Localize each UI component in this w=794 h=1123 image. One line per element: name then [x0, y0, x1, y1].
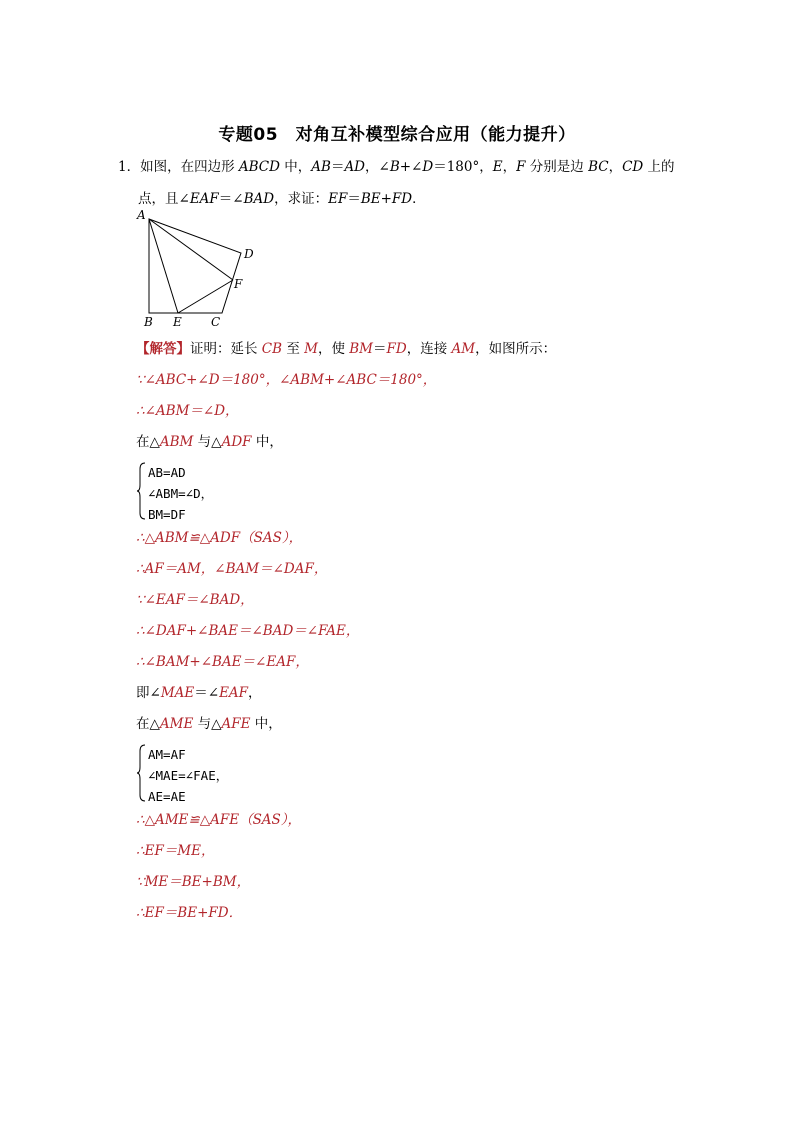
var: M — [304, 341, 318, 357]
quadrilateral-figure — [134, 205, 264, 330]
solution-line-3: ∴∠ABM＝∠D， — [136, 403, 239, 419]
label-a: A — [137, 208, 146, 222]
system-row: BM=DF — [148, 507, 186, 522]
solution-line-9: ∴∠BAM+∠BAE＝∠EAF， — [136, 654, 309, 670]
text: 在△ — [136, 434, 160, 450]
text: ，∠ — [365, 159, 390, 175]
var: ABM — [159, 434, 194, 450]
var: BM — [349, 341, 374, 357]
var: AM — [451, 341, 476, 357]
text: ＝180°， — [433, 159, 493, 175]
solution-line-6: ∴AF＝AM，∠BAM＝∠DAF， — [136, 561, 328, 577]
var: AFE — [221, 716, 251, 732]
system-row: AB=AD — [148, 465, 186, 480]
text: ，使 — [317, 341, 350, 357]
system-row: AE=AE — [148, 789, 186, 804]
var: EF — [328, 191, 348, 207]
solution-line-5: ∴△ABM≌△ADF（SAS）， — [136, 530, 303, 546]
text: 如图，在四边形 — [140, 159, 239, 175]
solution-line-11 — [136, 713, 696, 744]
text: 与△ — [193, 716, 222, 732]
text: 证明：延长 — [190, 341, 262, 357]
text: 与△ — [193, 434, 222, 450]
var: AME — [159, 716, 194, 732]
var: F — [516, 159, 526, 175]
text: ． — [412, 191, 426, 207]
text: ，如图所示： — [475, 341, 557, 357]
solution-line-10 — [136, 682, 696, 713]
var: E — [492, 159, 503, 175]
text: ＝∠ — [218, 191, 244, 207]
page-title: 专题05 对角互补模型综合应用（能力提升） — [218, 125, 576, 145]
text: ，连接 — [406, 341, 452, 357]
var: ABCD — [238, 159, 280, 175]
var: BC — [588, 159, 609, 175]
var: D — [422, 159, 434, 175]
var: CB — [261, 341, 283, 357]
system-row: AM=AF — [148, 747, 186, 762]
var: MAE — [160, 685, 195, 701]
text: 至 — [282, 341, 305, 357]
quadrilateral-abcd — [149, 219, 241, 313]
var: EAF — [219, 685, 249, 701]
text: ， — [502, 159, 517, 175]
solution-line-14: ∵ME＝BE+BM， — [136, 874, 251, 890]
text: ， — [248, 685, 262, 701]
solution-line-4 — [136, 431, 696, 462]
var: AD — [344, 159, 366, 175]
text: ＝∠ — [194, 685, 220, 701]
label-b: B — [144, 315, 153, 329]
answer-bracket: 【解答】 — [136, 341, 190, 357]
solution-line-8: ∴∠DAF+∠BAE＝∠BAD＝∠FAE， — [136, 623, 360, 639]
system-row: ∠ABM=∠D， — [148, 486, 214, 501]
var: FD — [386, 341, 407, 357]
text: +∠ — [399, 159, 423, 175]
text: 中， — [279, 159, 312, 175]
text: 即∠ — [136, 685, 161, 701]
label-e: E — [173, 315, 182, 329]
equation-system-2 — [136, 744, 696, 806]
text: ＝ — [330, 159, 345, 175]
var: CD — [622, 159, 644, 175]
var: BAD — [243, 191, 275, 207]
solution-line-1 — [136, 338, 696, 369]
text: ＝ — [347, 191, 361, 207]
var: B — [389, 159, 400, 175]
brace-icon — [136, 462, 146, 520]
system-row: ∠MAE=∠FAE， — [148, 768, 229, 783]
segment-af — [149, 219, 233, 280]
problem-line-1 — [118, 151, 698, 183]
problem-number: 1． — [118, 159, 141, 175]
equation-system-1 — [136, 462, 696, 524]
label-f: F — [234, 277, 243, 291]
var: AB — [311, 159, 331, 175]
text: 中， — [251, 434, 283, 450]
var: BE+FD — [360, 191, 413, 207]
text: 分别是边 — [525, 159, 589, 175]
text: 点，且∠ — [138, 191, 190, 207]
var: ADF — [221, 434, 252, 450]
segment-ae — [149, 219, 178, 313]
text: 中， — [250, 716, 282, 732]
brace-icon — [136, 744, 146, 802]
text: ， — [608, 159, 623, 175]
segment-ef — [178, 280, 233, 313]
var: EAF — [189, 191, 219, 207]
label-c: C — [211, 315, 221, 329]
text: 上的 — [643, 159, 675, 175]
text: ＝ — [373, 341, 387, 357]
solution-line-13: ∴EF＝ME， — [136, 843, 215, 859]
label-d: D — [244, 247, 254, 261]
solution — [136, 338, 696, 933]
solution-line-15: ∴EF＝BE+FD． — [136, 905, 243, 921]
solution-line-12: ∴△AME≌△AFE（SAS）， — [136, 812, 302, 828]
text: 在△ — [136, 716, 160, 732]
solution-line-7: ∵∠EAF＝∠BAD， — [136, 592, 254, 608]
text: ，求证： — [274, 191, 329, 207]
solution-line-2: ∵∠ABC+∠D＝180°，∠ABM+∠ABC＝180°， — [136, 372, 437, 388]
